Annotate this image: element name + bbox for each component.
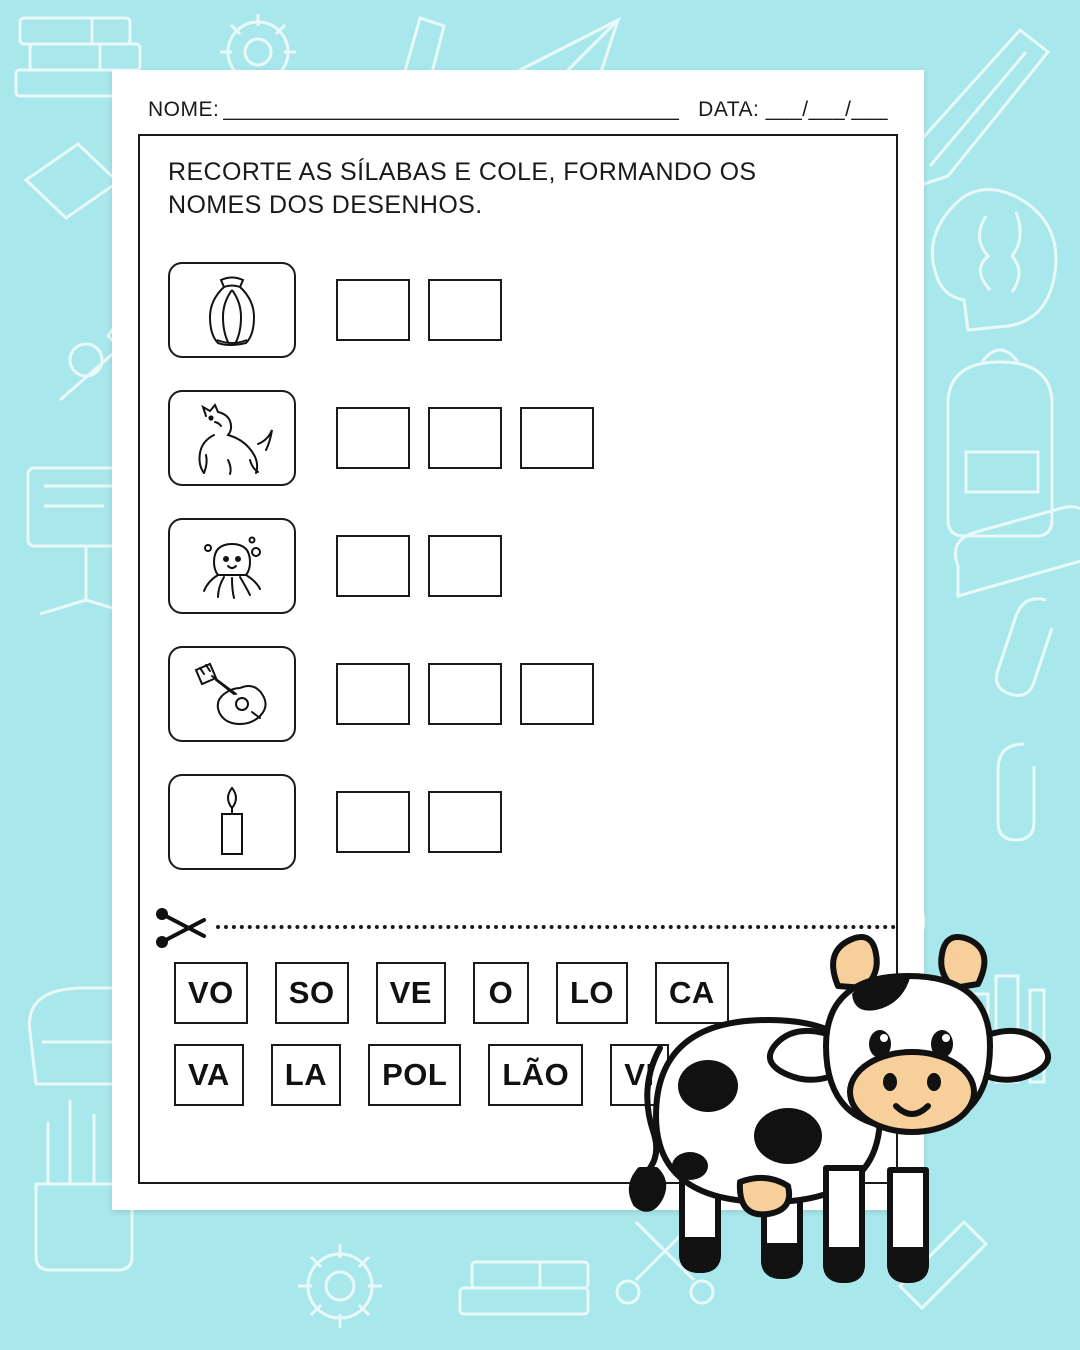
cow-icon — [612, 920, 1072, 1320]
scissors-icon — [152, 906, 214, 950]
syllable-tile[interactable]: VO — [174, 962, 248, 1024]
horse-icon — [184, 398, 280, 478]
syllable-tile[interactable]: VE — [376, 962, 446, 1024]
answer-boxes — [336, 279, 520, 341]
syllable-tile[interactable]: POL — [368, 1044, 461, 1106]
picture-frame-horse — [168, 390, 296, 486]
answer-box[interactable] — [428, 279, 502, 341]
name-write-line[interactable]: _______________________________________ — [223, 98, 679, 121]
answer-box[interactable] — [428, 663, 502, 725]
answer-boxes — [336, 791, 520, 853]
answer-box[interactable] — [336, 407, 410, 469]
date-label[interactable]: DATA: ___/___/___ — [698, 98, 888, 121]
picture-frame-candle — [168, 774, 296, 870]
exercise-list — [168, 246, 868, 886]
instructions-text: RECORTE AS SÍLABAS E COLE, FORMANDO OS NOMES DOS DESENHOS. — [168, 158, 757, 220]
exercise-row — [168, 502, 868, 630]
syllable-tile[interactable]: LA — [271, 1044, 341, 1106]
syllable-tile[interactable]: LÃO — [488, 1044, 583, 1106]
answer-boxes — [336, 535, 520, 597]
candle-icon — [202, 780, 262, 864]
guitar-icon — [182, 654, 282, 734]
answer-box[interactable] — [336, 791, 410, 853]
picture-frame-vase — [168, 262, 296, 358]
answer-box[interactable] — [520, 663, 594, 725]
syllable-tile[interactable]: O — [473, 962, 529, 1024]
exercise-row — [168, 374, 868, 502]
syllable-tile[interactable]: CA — [655, 962, 729, 1024]
syllable-tile[interactable]: VA — [174, 1044, 244, 1106]
octopus-icon — [184, 526, 280, 606]
answer-box[interactable] — [336, 279, 410, 341]
answer-box[interactable] — [336, 663, 410, 725]
exercise-row — [168, 246, 868, 374]
answer-box[interactable] — [428, 791, 502, 853]
answer-box[interactable] — [520, 407, 594, 469]
student-info-row — [148, 98, 888, 122]
answer-box[interactable] — [428, 407, 502, 469]
picture-frame-octopus — [168, 518, 296, 614]
picture-frame-guitar — [168, 646, 296, 742]
answer-box[interactable] — [428, 535, 502, 597]
answer-boxes — [336, 407, 612, 469]
syllable-tile[interactable]: SO — [275, 962, 349, 1024]
syllable-tile[interactable]: VI — [610, 1044, 668, 1106]
syllable-tile[interactable]: LO — [556, 962, 628, 1024]
answer-box[interactable] — [336, 535, 410, 597]
vase-icon — [197, 270, 267, 350]
answer-boxes — [336, 663, 612, 725]
name-label: NOME: — [148, 98, 220, 121]
exercise-row — [168, 630, 868, 758]
exercise-row — [168, 758, 868, 886]
